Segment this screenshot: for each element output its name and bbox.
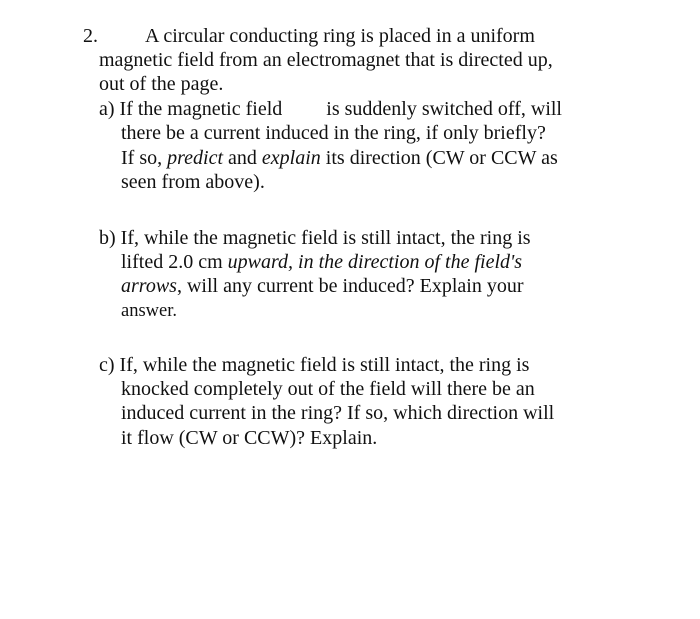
part-a-line-3 [121, 146, 558, 170]
intro-line-3: out of the page. [99, 73, 224, 95]
part-a-line-2: there be a current induced in the ring, if only briefly? [121, 122, 546, 144]
part-c-line-3: induced current in the ring? If so, which direction will [121, 402, 555, 424]
part-b-line-1 [99, 226, 531, 250]
intro-line-2: magnetic field from an electromagnet that is directed up, [99, 49, 553, 71]
question-number-text: 2. [83, 25, 98, 47]
part-a-line-3-pre: If so, [121, 147, 163, 169]
part-b-line-4: answer. [121, 301, 177, 321]
part-c-line-1-text: If, while the magnetic field is still intact, the ring is [119, 354, 530, 376]
part-c-line-1 [99, 353, 529, 377]
part-a-line-4: seen from above). [121, 171, 265, 193]
part-b-label: b) [99, 227, 116, 249]
part-a-label: a) [99, 98, 115, 120]
part-c-line-4: it flow (CW or CCW)? Explain. [121, 427, 378, 449]
part-b-line-3 [121, 274, 524, 298]
part-b-line-2 [121, 250, 522, 274]
part-a-explain: explain [261, 147, 321, 169]
part-b-line-3-post: , will any current be induced? Explain your [176, 275, 524, 297]
intro-line-1: A circular conducting ring is placed in a uniform [145, 25, 535, 47]
part-b-arrows: arrows [121, 275, 177, 297]
part-c-line-2: knocked completely out of the field will there be an [121, 378, 535, 400]
part-a-line-3-post: its direction (CW or CCW as [325, 147, 558, 169]
part-a-predict: predict [167, 147, 224, 169]
part-c-label: c) [99, 354, 115, 376]
part-b-line-2-em: upward, in the direction of the field's [227, 251, 523, 273]
part-a-line-3-mid: and [228, 147, 257, 169]
part-a-line-1-start: If the magnetic field [119, 98, 283, 120]
part-b-line-1-text: If, while the magnetic field is still intact, the ring is [120, 227, 531, 249]
question-number [83, 24, 98, 48]
part-b-line-2-pre: lifted 2.0 cm [121, 251, 223, 273]
part-a-line-1-end: is suddenly switched off, will [326, 98, 562, 120]
part-a-line-1 [99, 97, 562, 121]
